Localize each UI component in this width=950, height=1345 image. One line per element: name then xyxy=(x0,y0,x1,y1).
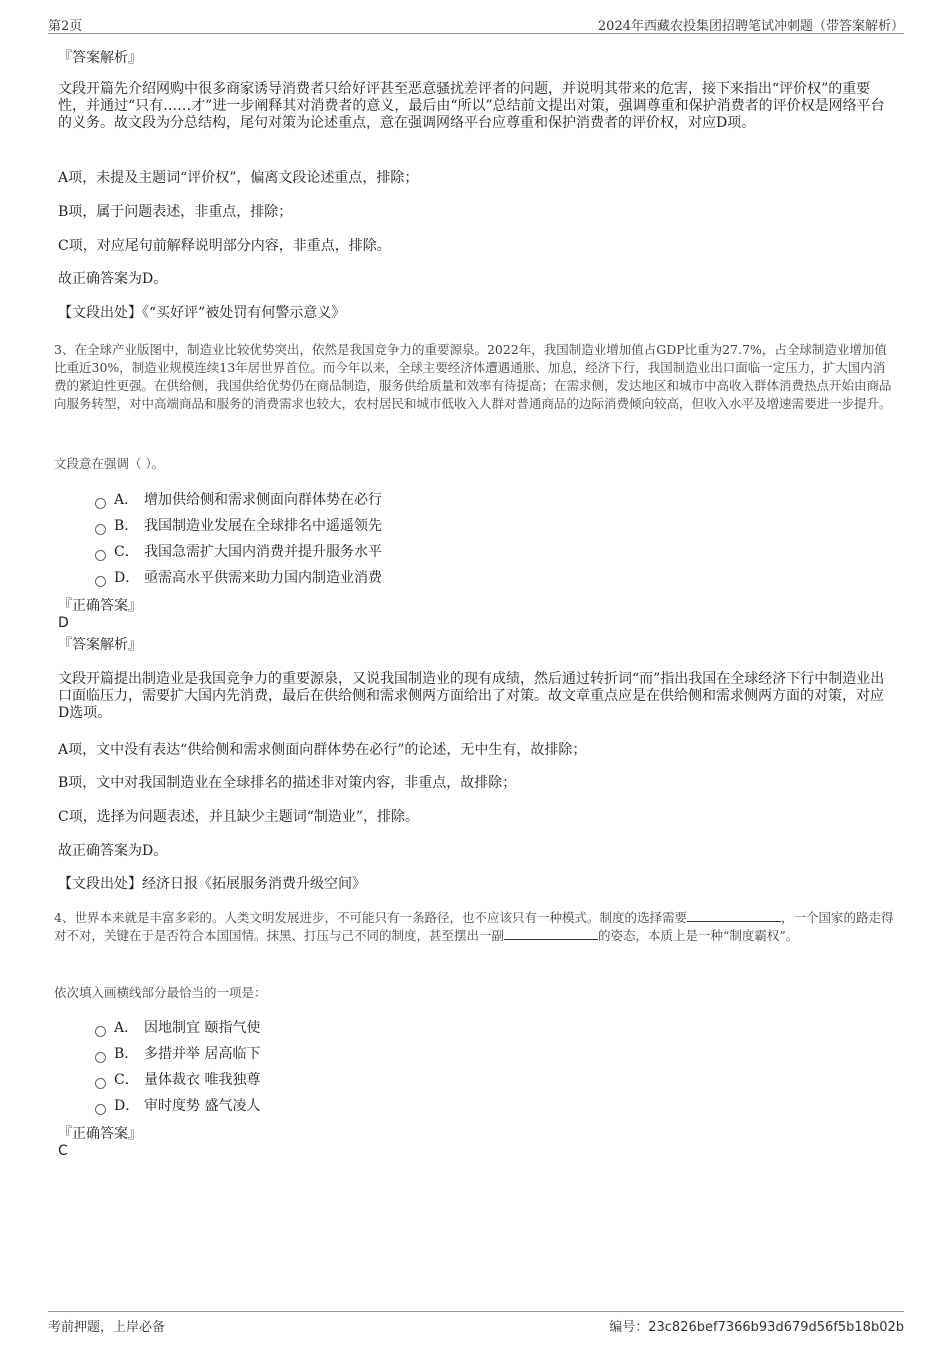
q3-option-a-note: A项，文中没有表达“供给侧和需求侧面向群体势在必行”的论述，无中生有，故排除； xyxy=(58,742,587,758)
q4-question: 依次填入画横线部分最恰当的一项是： xyxy=(54,985,267,1000)
q3-analysis-text: 文段开篇提出制造业是我国竞争力的重要源泉，又说我国制造业的现有成绩，然后通过转折词“而”指出我国在全球经济下行中制造业出口面临压力，需要扩大国内先消费，最后在供给侧和需求侧两方面给出了对策。故文章重点应是在供给侧和需求侧两方面的对策，对应D选项。 xyxy=(58,671,885,721)
document-title: 2024年西藏农投集团招聘笔试冲刺题（带答案解析） xyxy=(597,19,904,34)
q3-analysis-label: 『答案解析』 xyxy=(58,637,142,653)
q3-option-b-note: B项，文中对我国制造业在全球排名的描述非对策内容，非重点，故排除； xyxy=(58,775,517,791)
q2-conclusion: 故正确答案为D。 xyxy=(58,271,168,287)
q4-option-b[interactable]: B． 多措并举 居高临下 xyxy=(95,1044,260,1064)
q4-answer-label: 『正确答案』 xyxy=(58,1126,142,1142)
q3-option-c[interactable]: C． 我国急需扩大国内消费并提升服务水平 xyxy=(95,542,382,562)
q3-conclusion: 故正确答案为D。 xyxy=(58,843,168,859)
q2-analysis-label: 『答案解析』 xyxy=(58,50,142,66)
q3-option-b[interactable]: B． 我国制造业发展在全球排名中遥遥领先 xyxy=(95,516,382,536)
radio-icon[interactable] xyxy=(95,550,106,561)
q4-option-a[interactable]: A． 因地制宜 颐指气使 xyxy=(95,1018,260,1038)
q2-option-c-note: C项，对应尾句前解释说明部分内容，非重点，排除。 xyxy=(58,238,391,254)
q4-option-c[interactable]: C． 量体裁衣 唯我独尊 xyxy=(95,1070,260,1090)
q4-stem: 4、世界本来就是丰富多彩的。人类文明发展进步，不可能只有一条路径，也不应该只有一种模式。制度的选择需要 ，一个国家的路走得对不对，关键在于是否符合本国国情。抹黑、打压与己不同的制度，甚至摆出一副 的姿态，本质上是一种“制度霸权”。 xyxy=(54,910,894,943)
q3-stem: 3、在全球产业版图中，制造业比较优势突出，依然是我国竞争力的重要源泉。2022年，我国制造业增加值占GDP比重为27.7%，占全球制造业增加值比重近30%，制造业规模连续13年居世界首位。而今年以来，全球主要经济体遭遇通胀、加息，经济下行，我国制造业出口面临一定压力，扩大国内消费的紧迫性更强。在供给侧，我国供给优势仍在商品制造，服务供给质量和效率有待提高；在需求侧，发达地区和城市中高收入群体消费热点开始由商品向服务转型，对中高端商品和服务的消费需求也较大，农村居民和城市低收入人群对普通商品的边际消费倾向较高，但收入水平及增速需要进一步提升。 xyxy=(54,342,892,411)
q2-option-a-note: A项，未提及主题词“评价权”，偏离文段论述重点，排除； xyxy=(58,170,419,186)
page-footer xyxy=(48,1311,904,1336)
q3-option-d[interactable]: D． 亟需高水平供需来助力国内制造业消费 xyxy=(95,568,382,588)
page-header xyxy=(48,13,904,34)
q2-analysis-text: 文段开篇先介绍网购中很多商家诱导消费者只给好评甚至恶意骚扰差评者的问题，并说明其带来的危害，接下来指出“评价权”的重要性，并通过“只有……才”进一步阐释其对消费者的意义，最后由“所以”总结前文提出对策，强调尊重和保护消费者的评价权是网络平台的义务。故文段为分总结构，尾句对策为论述重点，意在强调网络平台应尊重和保护消费者的评价权，对应D项。 xyxy=(58,81,885,131)
q3-source: 【文段出处】经济日报《拓展服务消费升级空间》 xyxy=(58,876,366,892)
q3-answer-label: 『正确答案』 xyxy=(58,598,142,614)
radio-icon[interactable] xyxy=(95,1052,106,1063)
page-number: 第2页 xyxy=(48,19,83,34)
q3-option-c-note: C项，选择为问题表述，并且缺少主题词“制造业”，排除。 xyxy=(58,809,420,825)
q4-answer: C xyxy=(58,1143,68,1159)
radio-icon[interactable] xyxy=(95,1078,106,1089)
radio-icon[interactable] xyxy=(95,576,106,587)
q4-option-d[interactable]: D． 审时度势 盛气凌人 xyxy=(95,1096,260,1116)
radio-icon[interactable] xyxy=(95,1104,106,1115)
radio-icon[interactable] xyxy=(95,1026,106,1037)
q2-option-b-note: B项，属于问题表述，非重点，排除； xyxy=(58,204,293,220)
radio-icon[interactable] xyxy=(95,498,106,509)
q3-question: 文段意在强调（ ）。 xyxy=(54,456,165,471)
q3-option-a[interactable]: A． 增加供给侧和需求侧面向群体势在必行 xyxy=(95,490,382,510)
q2-source: 【文段出处】《“买好评”被处罚有何警示意义》 xyxy=(58,305,346,321)
radio-icon[interactable] xyxy=(95,524,106,535)
footer-slogan: 考前押题，上岸必备 xyxy=(48,1320,166,1335)
fill-blank-2 xyxy=(504,927,598,940)
document-code: 编号：23c826bef7366b93d679d56f5b18b02b xyxy=(609,1320,904,1335)
q3-answer: D xyxy=(58,615,69,631)
fill-blank-1 xyxy=(687,909,781,922)
